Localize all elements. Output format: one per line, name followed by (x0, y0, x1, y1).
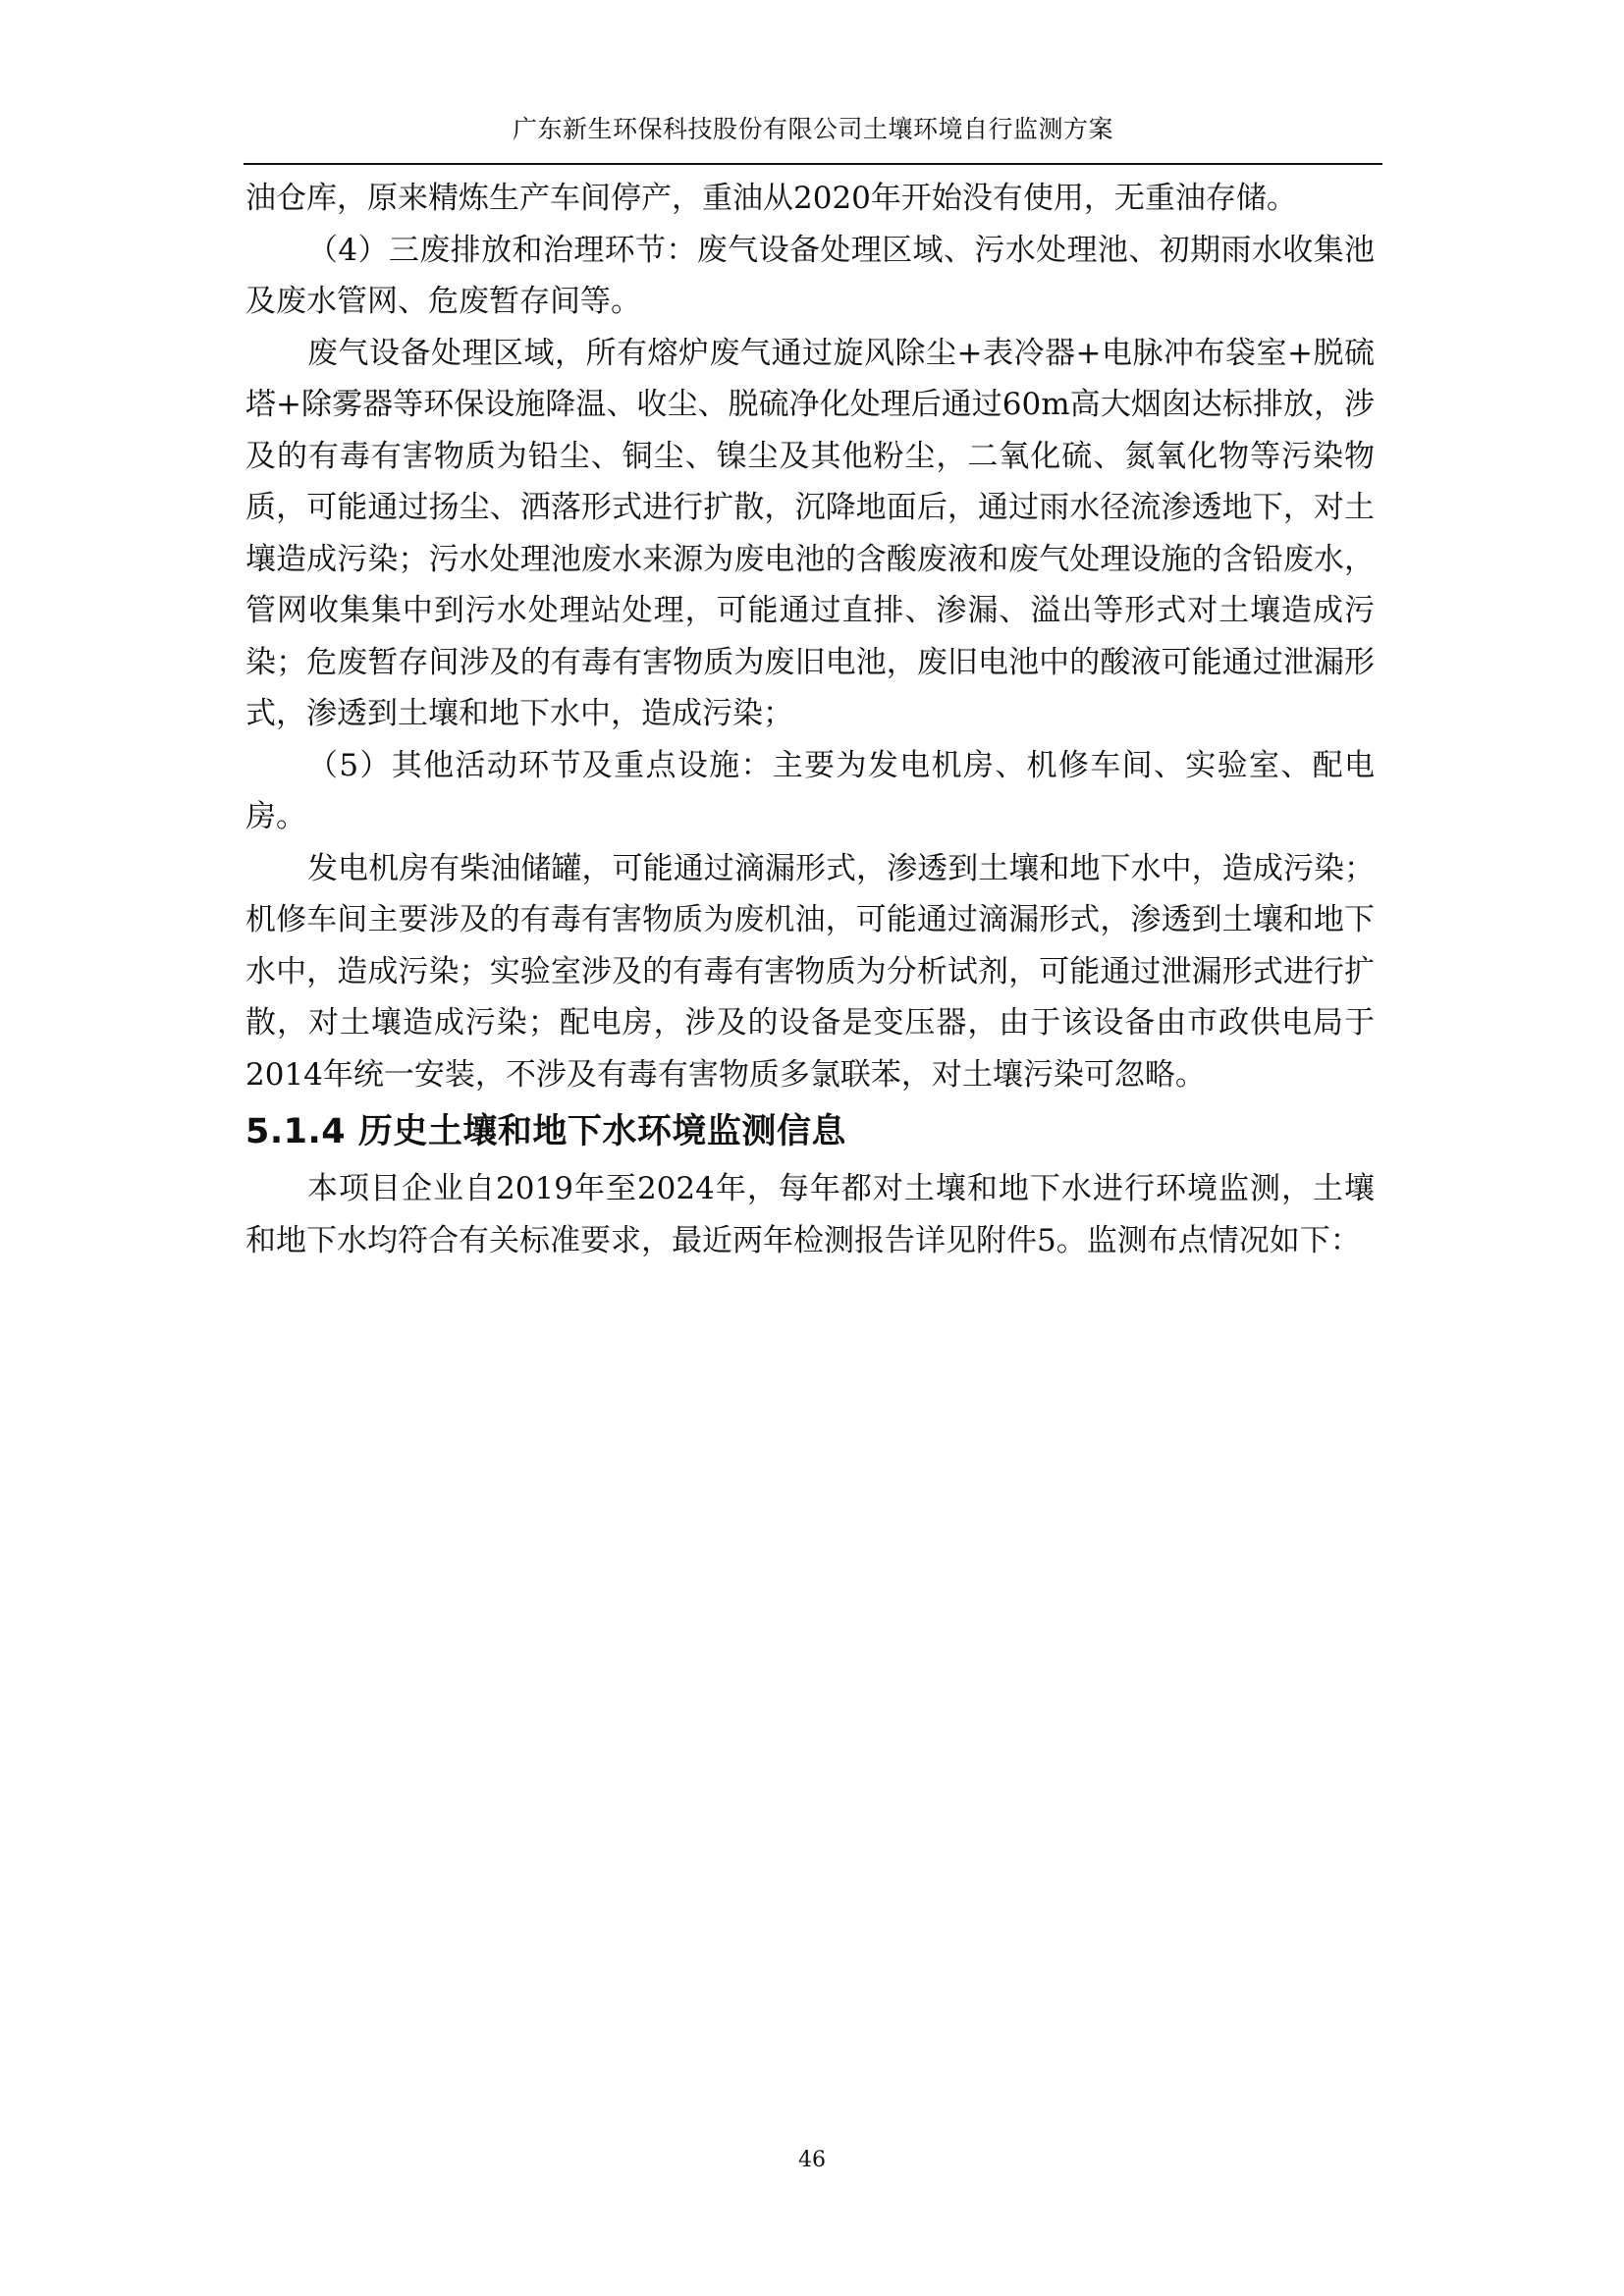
paragraph-other-activities: （5）其他活动环节及重点设施：主要为发电机房、机修车间、实验室、配电房。 (245, 747, 1375, 834)
paragraph-exhaust-treatment: 废气设备处理区域，所有熔炉废气通过旋风除尘+表冷器+电脉冲布袋室+脱硫塔+除雾器等环保设施降温、收尘、脱硫净化处理后通过60m高大烟囱达标排放，涉及的有毒有害物质为铅尘、铜尘、镍尘及其他粉尘，二氧化硫、氮氧化物等污染物质，可能通过扬尘、洒落形式进行扩散，沉降地面后，通过雨水径流渗透地下，对土壤造成污染；污水处理池废水来源为废电池的含酸废液和废气处理设施的含铅废水，管网收集集中到污水处理站处理，可能通过直排、渗漏、溢出等形式对土壤造成污染；危废暂存间涉及的有毒有害物质为废旧电池，废旧电池中的酸液可能通过泄漏形式，渗透到土壤和地下水中，造成污染； (245, 335, 1375, 731)
paragraph-monitoring-history: 本项目企业自2019年至2024年，每年都对土壤和地下水进行环境监测，土壤和地下水均符合有关标准要求，最近两年检测报告详见附件5。监测布点情况如下： (245, 1171, 1375, 1258)
section-heading: 5.1.4 历史土壤和地下水环境监测信息 (245, 1112, 846, 1151)
running-header-title: 广东新生环保科技股份有限公司土壤环境自行监测方案 (512, 115, 1113, 143)
paragraph-generator-room: 发电机房有柴油储罐，可能通过滴漏形式，渗透到土壤和地下水中，造成污染；机修车间主要涉及的有毒有害物质为废机油，可能通过滴漏形式，渗透到土壤和地下水中，造成污染；实验室涉及的有毒有害物质为分析试剂，可能通过泄漏形式进行扩散，对土壤造成污染；配电房，涉及的设备是变压器，由于该设备由市政供电局于2014年统一安装，不涉及有毒有害物质多氯联苯，对土壤污染可忽略。 (245, 850, 1375, 1093)
page-number: 46 (798, 2148, 826, 2172)
paragraph-waste-treatment: （4）三废排放和治理环节：废气设备处理区域、污水处理池、初期雨水收集池及废水管网、危废暂存间等。 (245, 232, 1375, 319)
header-divider (244, 163, 1382, 165)
body-text (245, 173, 1375, 1266)
paragraph-continuation: 油仓库，原来精炼生产车间停产，重油从2020年开始没有使用，无重油存储。 (245, 181, 1297, 216)
